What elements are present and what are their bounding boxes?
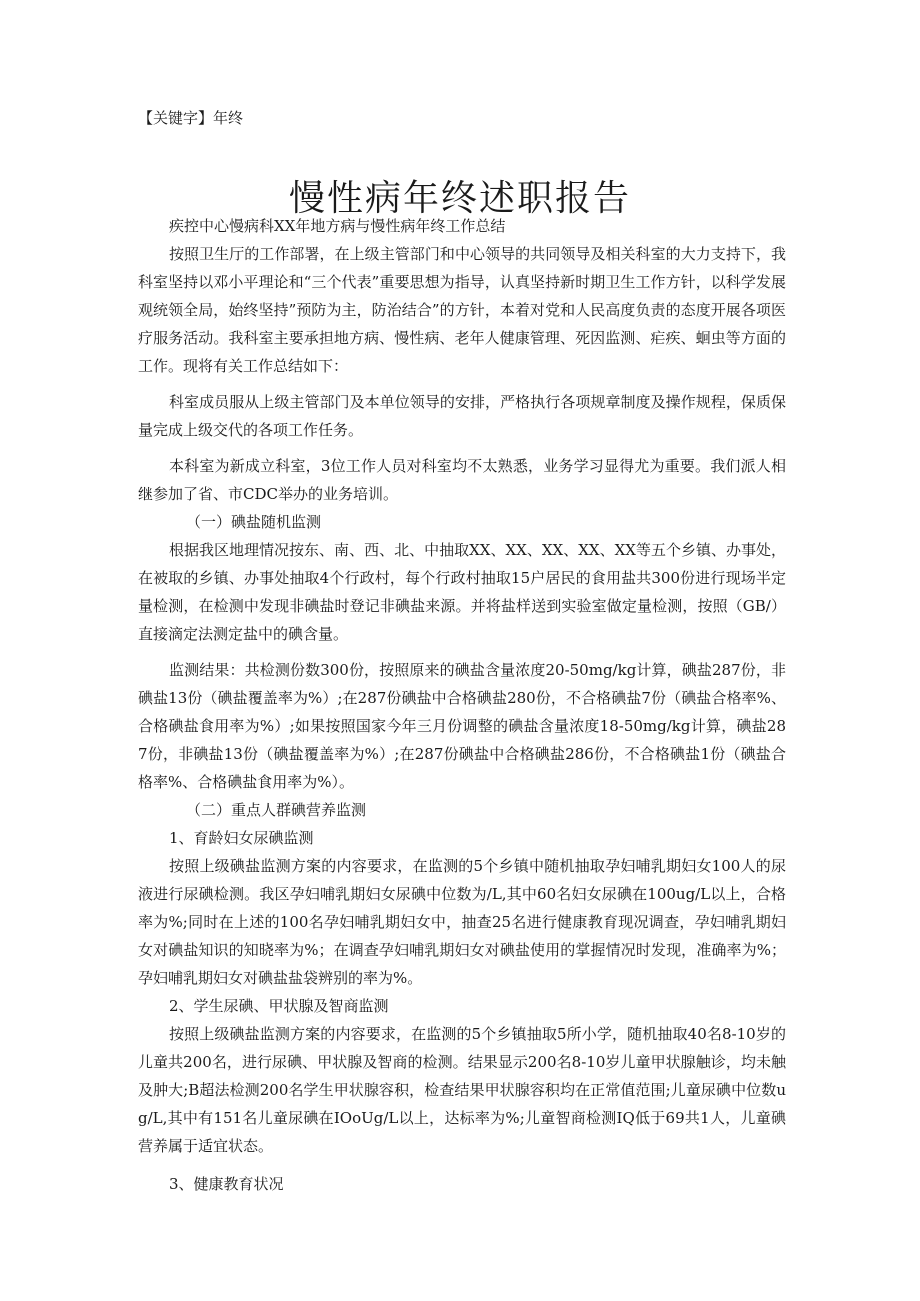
students-iodine-paragraph: 按照上级碘盐监测方案的内容要求，在监测的5个乡镇抽取5所小学，随机抽取40名8-10岁的儿童共200名，进行尿碘、甲状腺及智商的检测。结果显示200名8-10岁儿童甲状腺触诊，均未触及肿大;B超法检测200名学生甲状腺容积，检查结果甲状腺容积均在正常值范围;儿童尿碘中位数ug/L,其中有151名儿童尿碘在IOoUg/L以上，达标率为%;儿童智商检测IQ低于69共1人，儿童碘营养属于适宜状态。 bbox=[138, 1025, 786, 1155]
training-paragraph: 本科室为新成立科室，3位工作人员对科室均不太熟悉，业务学习显得尤为重要。我们派人相继参加了省、市CDC举办的业务培训。 bbox=[138, 457, 786, 503]
subsection-heading-women: 1、育龄妇女尿碘监测 bbox=[169, 829, 314, 847]
section-heading-salt-monitoring: （一）碘盐随机监测 bbox=[186, 513, 322, 531]
report-subtitle: 疾控中心慢病科XX年地方病与慢性病年终工作总结 bbox=[169, 217, 506, 235]
staff-paragraph: 科室成员服从上级主管部门及本单位领导的安排，严格执行各项规章制度及操作规程，保质保量完成上级交代的各项工作任务。 bbox=[138, 393, 786, 439]
subsection-heading-students: 2、学生尿碘、甲状腺及智商监测 bbox=[169, 997, 389, 1015]
section-heading-key-population: （二）重点人群碘营养监测 bbox=[186, 801, 367, 819]
keyword-line: 【关键字】年终 bbox=[138, 109, 244, 127]
document-body bbox=[138, 212, 786, 1198]
intro-paragraph: 按照卫生厅的工作部署，在上级主管部门和中心领导的共同领导及相关科室的大力支持下，我科室坚持以邓小平理论和“三个代表”重要思想为指导，认真坚持新时期卫生工作方针，以科学发展观统领全局，始终坚持”预防为主，防治结合”的方针，本着对党和人民高度负责的态度开展各项医疗服务活动。我科室主要承担地方病、慢性病、老年人健康管理、死因监测、疟疾、蛔虫等方面的工作。现将有关工作总结如下： bbox=[138, 245, 786, 375]
salt-sampling-paragraph: 根据我区地理情况按东、南、西、北、中抽取XX、XX、XX、XX、XX等五个乡镇、办事处，在被取的乡镇、办事处抽取4个行政村，每个行政村抽取15户居民的食用盐共300份进行现场半定量检测，在检测中发现非碘盐时登记非碘盐来源。并将盐样送到实验室做定量检测，按照（GB/）直接滴定法测定盐中的碘含量。 bbox=[138, 541, 786, 643]
women-iodine-paragraph: 按照上级碘盐监测方案的内容要求，在监测的5个乡镇中随机抽取孕妇哺乳期妇女100人的尿液进行尿碘检测。我区孕妇哺乳期妇女尿碘中位数为/L,其中60名妇女尿碘在100ug/L以上，合格率为%;同时在上述的100名孕妇哺乳期妇女中，抽查25名进行健康教育现况调查，孕妇哺乳期妇女对碘盐知识的知晓率为%；在调查孕妇哺乳期妇女对碘盐使用的掌握情况时发现，准确率为%；孕妇哺乳期妇女对碘盐盐袋辨别的率为%。 bbox=[138, 857, 786, 987]
subsection-heading-health-education: 3、健康教育状况 bbox=[169, 1175, 284, 1193]
salt-results-paragraph: 监测结果：共检测份数300份，按照原来的碘盐含量浓度20-50mg/kg计算，碘盐287份，非碘盐13份（碘盐覆盖率为%）;在287份碘盐中合格碘盐280份，不合格碘盐7份（碘盐合格率%、合格碘盐食用率为%）;如果按照国家今年三月份调整的碘盐含量浓度18-50mg/kg计算，碘盐287份，非碘盐13份（碘盐覆盖率为%）;在287份碘盐中合格碘盐286份，不合格碘盐1份（碘盐合格率%、合格碘盐食用率为%）。 bbox=[138, 661, 786, 791]
page-title: 慢性病年终述职报告 bbox=[288, 178, 631, 220]
